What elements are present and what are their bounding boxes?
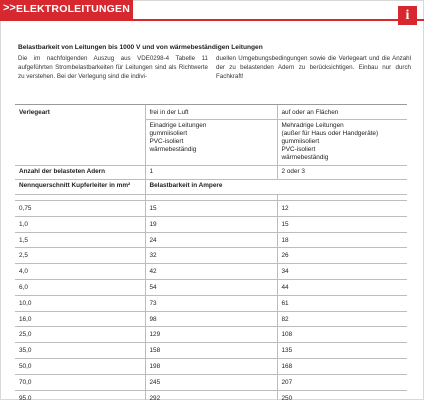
cores-surface: 2 oder 3 (277, 166, 407, 180)
surface-value-cell: 26 (277, 248, 407, 264)
free-value-cell: 158 (145, 343, 277, 359)
free-desc-line: PVC-isoliert (149, 138, 184, 145)
surface-value-cell: 250 (277, 390, 407, 400)
verlegeart-label: Verlegeart (15, 105, 145, 166)
free-value-cell: 73 (145, 295, 277, 311)
free-value-cell: 198 (145, 358, 277, 374)
section-tab (0, 0, 133, 20)
table-row (15, 311, 407, 327)
surface-value-cell: 135 (277, 343, 407, 359)
surface-value-cell: 168 (277, 358, 407, 374)
surface-value-cell: 207 (277, 374, 407, 390)
table-row (15, 216, 407, 232)
surface-description (277, 120, 407, 166)
surface-value-cell: 44 (277, 279, 407, 295)
table-row (15, 358, 407, 374)
surface-desc-line: PVC-isoliert (281, 146, 316, 153)
capacity-table (15, 104, 407, 400)
capacity-label: Belastbarkeit in Ampere (145, 180, 407, 195)
free-value-cell: 42 (145, 264, 277, 280)
free-description (145, 120, 277, 166)
surface-value-cell: 61 (277, 295, 407, 311)
surface-value-cell: 34 (277, 264, 407, 280)
free-desc-line: wärmebeständig (149, 146, 197, 153)
table-row (15, 390, 407, 400)
free-value-cell: 19 (145, 216, 277, 232)
intro-text-right: duellen Umgebungsbedingungen sowie die Verlegeart und die Anzahl der zu belastenden Adern zu berücksichtigen. Einbau nur durch Fachkraft! (216, 55, 411, 81)
info-icon[interactable]: i (398, 6, 417, 25)
size-cell: 1,5 (15, 232, 145, 248)
size-cell: 16,0 (15, 311, 145, 327)
table-row (15, 374, 407, 390)
free-value-cell: 129 (145, 327, 277, 343)
surface-desc-line: Mehradrige Leitungen (281, 122, 344, 129)
surface-value-cell: 82 (277, 311, 407, 327)
size-cell: 2,5 (15, 248, 145, 264)
header-bar (0, 0, 424, 27)
table-row (15, 248, 407, 264)
surface-value-cell: 12 (277, 201, 407, 217)
size-cell: 4,0 (15, 264, 145, 280)
cross-section-label: Nennquerschnitt Kupferleiter in mm² (15, 180, 145, 195)
free-desc-line: Einadrige Leitungen (149, 122, 207, 129)
size-cell: 10,0 (15, 295, 145, 311)
section-title: ELEKTROLEITUNGEN (16, 3, 131, 15)
surface-value-cell: 15 (277, 216, 407, 232)
size-cell: 0,75 (15, 201, 145, 217)
table-row (15, 279, 407, 295)
size-cell: 35,0 (15, 343, 145, 359)
free-value-cell: 292 (145, 390, 277, 400)
table-row (15, 327, 407, 343)
free-value-cell: 245 (145, 374, 277, 390)
table-row (15, 264, 407, 280)
table-row (15, 232, 407, 248)
free-value-cell: 98 (145, 311, 277, 327)
cores-label: Anzahl der belasteten Adern (15, 166, 145, 180)
table-row (15, 201, 407, 217)
col-free-header: frei in der Luft (145, 105, 277, 120)
table-row (15, 343, 407, 359)
intro-title: Belastbarkeit von Leitungen bis 1000 V und von wärmebeständigen Leitungen (18, 44, 263, 51)
free-value-cell: 32 (145, 248, 277, 264)
size-cell: 70,0 (15, 374, 145, 390)
surface-desc-line: wärmebeständig (281, 154, 329, 161)
chevron-right-icon: >> (3, 2, 16, 14)
table-row (15, 295, 407, 311)
free-value-cell: 54 (145, 279, 277, 295)
size-cell: 50,0 (15, 358, 145, 374)
free-value-cell: 24 (145, 232, 277, 248)
free-desc-line: gummiisoliert (149, 130, 188, 137)
surface-value-cell: 18 (277, 232, 407, 248)
col-surface-header: auf oder an Flächen (277, 105, 407, 120)
size-cell: 1,0 (15, 216, 145, 232)
intro-text-left: Die im nachfolgenden Auszug aus VDE0298-4 Tabelle 11 aufgeführten Strombelastbarkeiten für Leitungen sind als Richtwerte zu verstehen. Bei der Verlegung sind die indivi- (18, 55, 208, 81)
size-cell: 95,0 (15, 390, 145, 400)
size-cell: 25,0 (15, 327, 145, 343)
surface-desc-line: gummiisoliert (281, 138, 320, 145)
size-cell: 6,0 (15, 279, 145, 295)
free-value-cell: 15 (145, 201, 277, 217)
cores-free: 1 (145, 166, 277, 180)
surface-desc-line: (außer für Haus oder Handgeräte) (281, 130, 379, 137)
data-rows (15, 201, 407, 400)
surface-value-cell: 108 (277, 327, 407, 343)
